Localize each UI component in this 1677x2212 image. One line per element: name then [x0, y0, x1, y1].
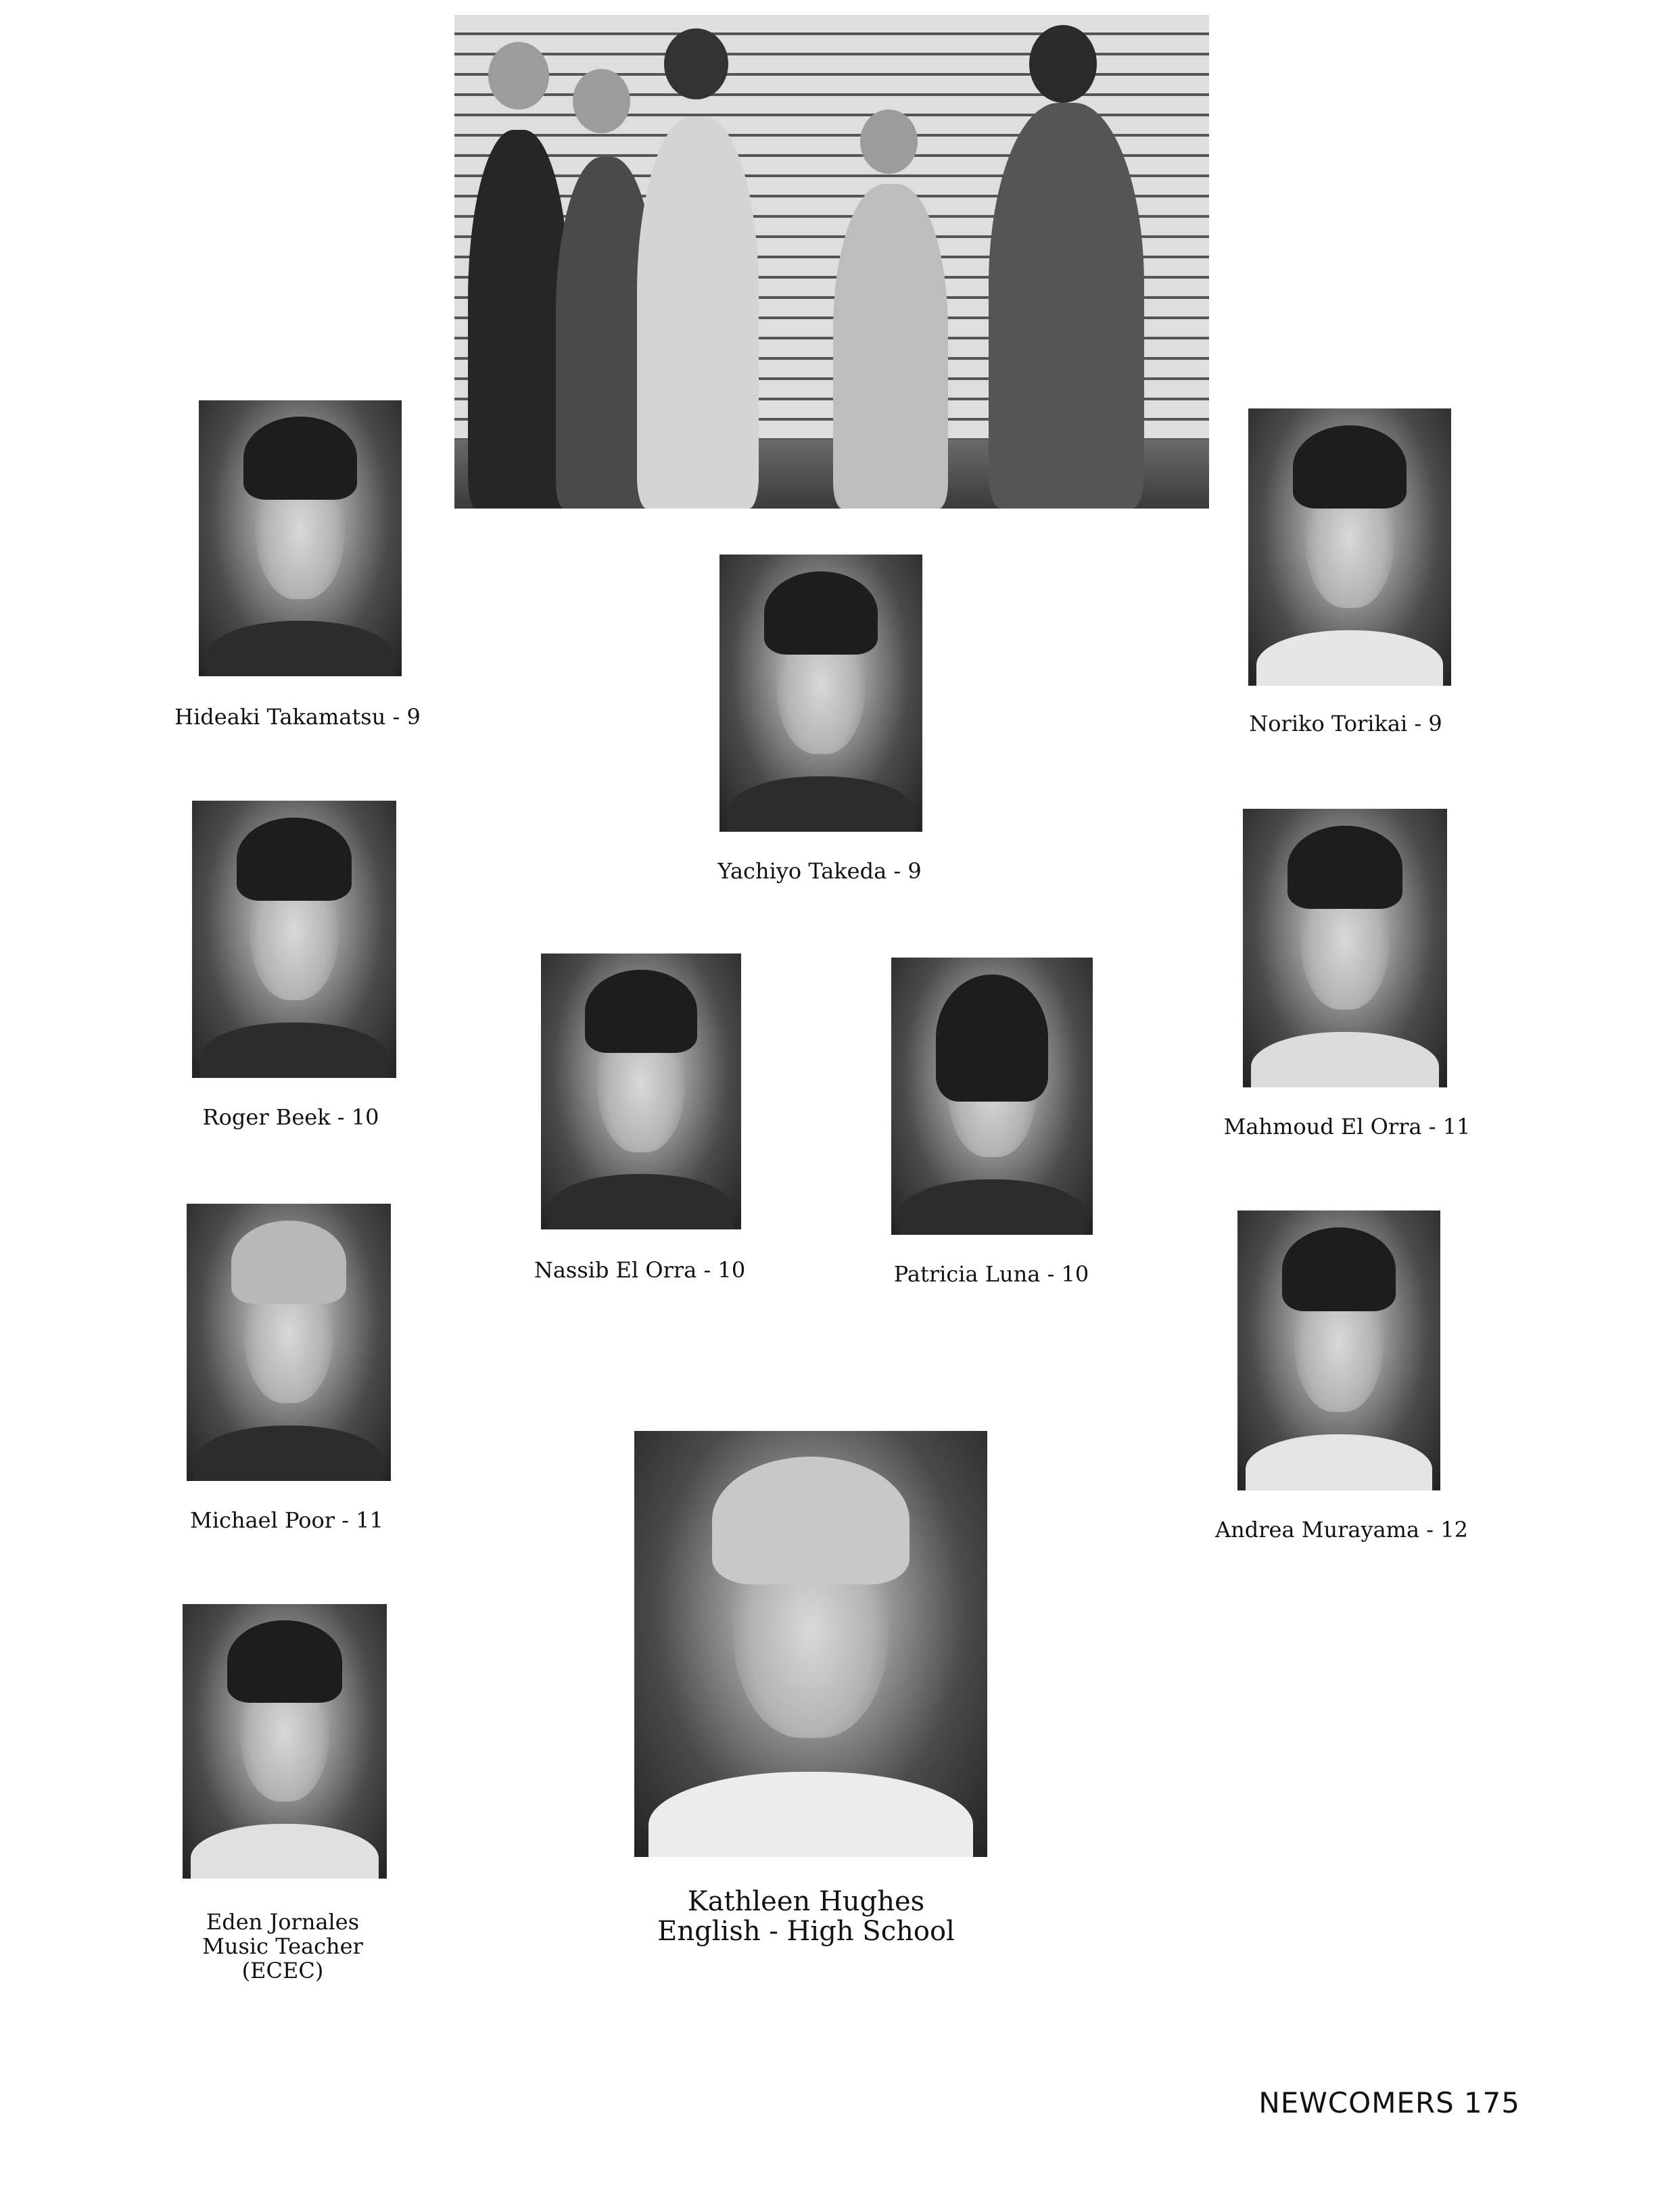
portrait-shoulders [200, 1022, 388, 1078]
portrait-hair [936, 974, 1049, 1102]
caption-eden-jornales [202, 1910, 363, 1983]
portrait-eden-jornales [183, 1604, 387, 1879]
section-title: NEWCOMERS [1258, 2086, 1455, 2119]
portrait-roger-beek [192, 801, 396, 1078]
page-footer [1258, 2086, 1520, 2119]
portrait-shoulders [549, 1174, 733, 1229]
group-photo-figure [989, 103, 1144, 509]
caption-kathleen-name: Kathleen Hughes [687, 1886, 925, 1917]
portrait-shoulders [1246, 1434, 1432, 1490]
caption-nassib-el-orra: Nassib El Orra - 10 [534, 1257, 746, 1283]
portrait-shoulders [899, 1179, 1085, 1235]
group-photo-figure [637, 116, 759, 509]
portrait-yachiyo-takeda [719, 555, 922, 832]
portrait-kathleen-hughes [634, 1431, 987, 1857]
portrait-michael-poor [187, 1204, 391, 1481]
portrait-hair [712, 1457, 910, 1584]
portrait-hideaki-takamatsu [199, 400, 402, 676]
portrait-noriko-torikai [1248, 408, 1451, 686]
group-photo-figure [833, 184, 948, 509]
caption-yachiyo-takeda: Yachiyo Takeda - 9 [717, 858, 922, 884]
group-photo [454, 15, 1209, 509]
portrait-shoulders [1251, 1032, 1439, 1087]
group-photo-figure-head [664, 28, 728, 99]
caption-noriko-torikai: Noriko Torikai - 9 [1249, 711, 1442, 736]
portrait-shoulders [648, 1772, 973, 1857]
portrait-nassib-el-orra [541, 954, 741, 1229]
caption-mahmoud-el-orra: Mahmoud El Orra - 11 [1223, 1114, 1471, 1139]
caption-eden-school: (ECEC) [241, 1958, 324, 1983]
portrait-shoulders [728, 776, 914, 832]
caption-kathleen-role: English - High School [657, 1916, 955, 1947]
portrait-hair [764, 571, 878, 655]
caption-andrea-murayama: Andrea Murayama - 12 [1215, 1517, 1468, 1543]
portrait-shoulders [207, 621, 394, 676]
portrait-hair [231, 1221, 346, 1304]
caption-eden-name: Eden Jornales [206, 1909, 360, 1935]
portrait-hair [227, 1620, 341, 1703]
caption-eden-role: Music Teacher [202, 1933, 363, 1959]
caption-patricia-luna: Patricia Luna - 10 [893, 1261, 1089, 1287]
caption-hideaki-takamatsu: Hideaki Takamatsu - 9 [174, 704, 421, 730]
group-photo-figure-head [488, 42, 549, 110]
caption-michael-poor: Michael Poor - 11 [190, 1507, 383, 1533]
portrait-hair [1288, 826, 1402, 910]
portrait-shoulders [1256, 630, 1443, 686]
page-number: 175 [1463, 2086, 1520, 2119]
group-photo-figure-head [573, 69, 630, 133]
portrait-mahmoud-el-orra [1243, 809, 1447, 1087]
portrait-hair [243, 417, 357, 499]
group-photo-figure [468, 130, 569, 509]
portrait-hair [585, 970, 697, 1052]
group-photo-figure-head [1029, 25, 1097, 103]
portrait-hair [1293, 425, 1407, 509]
group-photo-figure-head [860, 110, 918, 174]
caption-kathleen-hughes [657, 1887, 955, 1946]
portrait-patricia-luna [891, 958, 1093, 1235]
caption-roger-beek: Roger Beek - 10 [202, 1104, 379, 1130]
portrait-hair [237, 818, 351, 901]
portrait-shoulders [191, 1824, 379, 1879]
portrait-andrea-murayama [1237, 1210, 1440, 1490]
portrait-shoulders [195, 1426, 383, 1481]
portrait-hair [1282, 1227, 1396, 1311]
